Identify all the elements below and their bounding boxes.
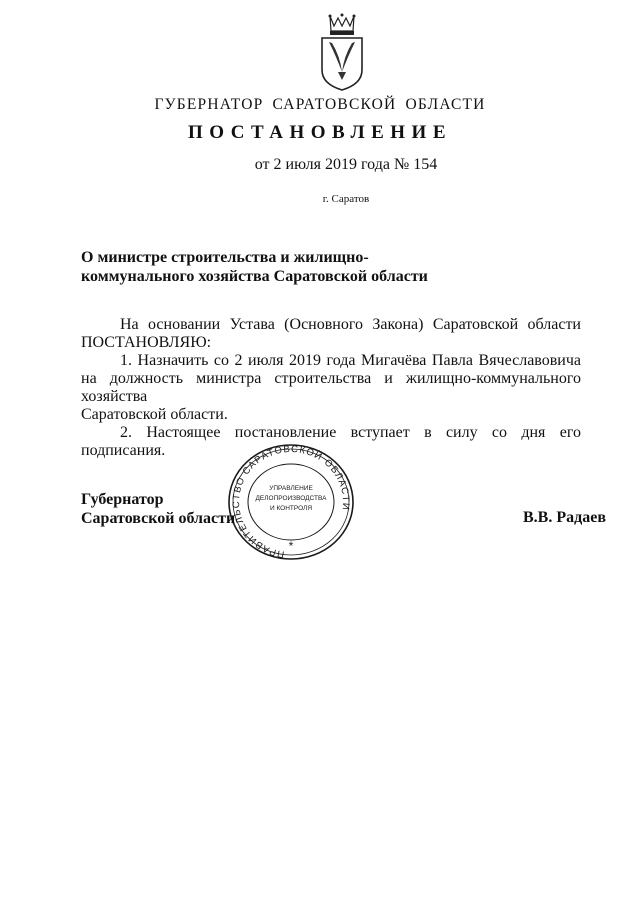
stamp-star: * <box>288 539 294 553</box>
stamp-center-line: ДЕЛОПРОИЗВОДСТВА <box>255 495 327 502</box>
signatory-title-line: Губернатор <box>81 491 164 508</box>
document-subject <box>81 248 441 286</box>
stamp-center-line: И КОНТРОЛЯ <box>269 505 313 512</box>
subject-line: коммунального хозяйства Саратовской области <box>81 268 428 285</box>
subject-line: О министре строительства и жилищно- <box>81 249 369 266</box>
item-1-line: Саратовской области. <box>81 406 228 423</box>
signatory-name: В.В. Радаев <box>523 509 606 526</box>
document-type-heading: ПОСТАНОВЛЕНИЕ <box>187 122 453 143</box>
item-1-line: 1. Назначить со 2 июля 2019 года Мигачёва Павла Вячеславовича <box>120 352 581 369</box>
document-date-number: от 2 июля 2019 года № 154 <box>254 156 438 173</box>
stamp-ring-text: ПРАВИТЕЛЬСТВО САРАТОВСКОЙ ОБЛАСТИ <box>230 443 352 560</box>
decree-word: ПОСТАНОВЛЯЮ: <box>81 334 212 351</box>
document-city: г. Саратов <box>322 193 370 205</box>
signatory-title <box>81 490 235 528</box>
saratov-coat-of-arms-icon <box>316 12 368 92</box>
signatory-title-line: Саратовской области <box>81 510 236 527</box>
intro-paragraph-line: На основании Устава (Основного Закона) Саратовской области <box>120 316 581 333</box>
issuer-title: ГУБЕРНАТОР САРАТОВСКОЙ ОБЛАСТИ <box>154 96 486 113</box>
item-1-line: на должность министра строительства и жилищно-коммунального хозяйства <box>81 370 581 405</box>
official-stamp-icon <box>226 442 356 562</box>
document-body <box>81 316 581 460</box>
stamp-center-line: УПРАВЛЕНИЕ <box>269 485 313 492</box>
item-2-paragraph: 2. Настоящее постановление вступает в силу со дня его подписания. <box>81 424 581 459</box>
